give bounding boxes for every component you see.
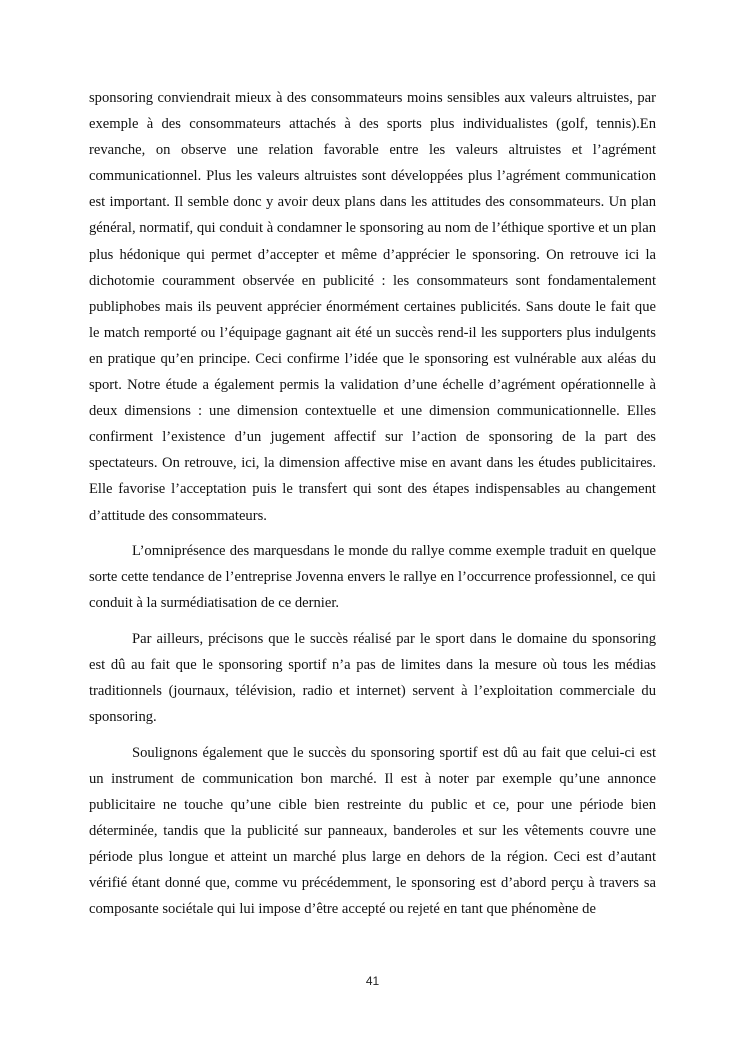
body-text [89, 85, 656, 922]
page-number: 41 [365, 974, 380, 988]
paragraph-media: Par ailleurs, précisons que le succès réalisé par le sport dans le domaine du sponsoring est dû au fait que le sponsoring sportif n’a pas de limites dans la mesure où tous les médias traditionnels (journaux, télévision, radio et internet) servent à l’exploitation commerciale du sponsoring. [89, 630, 656, 726]
paragraph-continuation: sponsoring conviendrait mieux à des consommateurs moins sensibles aux valeurs altruistes, par exemple à des consommateurs attachés à des sports plus individualistes (golf, tennis).En revanche, on observe une relation favorable entre les valeurs altruistes et l’agrément communicationnel. Plus les valeurs altruistes sont développées plus l’agrément communication est important. Il semble donc y avoir deux plans dans les attitudes des consommateurs. Un plan général, normatif, qui conduit à condamner le sponsoring au nom de l’éthique sportive et un plan plus hédonique qui permet d’accepter et même d’apprécier le sponsoring. On retrouve ici la dichotomie couramment observée en publicité : les consommateurs sont fondamentalement publiphobes mais ils peuvent apprécier énormément certaines publicités. Sans doute le fait que le match remporté ou l’équipage gagnant ait été un succès rend-il les supporters plus indulgents en pratique qu’en principe. Ceci confirme l’idée que le sponsoring est vulnérable aux aléas du sport. Notre étude a également permis la validation d’une échelle d’agrément opérationnelle à deux dimensions : une dimension contextuelle et une dimension communicationnelle. Elles confirment l’existence d’un jugement affectif sur l’action de sponsoring de la part des spectateurs. On retrouve, ici, la dimension affective mise en avant dans les études publicitaires. Elle favorise l’acceptation puis le transfert qui sont des étapes indispensables au changement d’attitude des consommateurs. [89, 90, 656, 524]
paragraph-rallye: L’omniprésence des marquesdans le monde du rallye comme exemple traduit en quelque sorte cette tendance de l’entreprise Jovenna envers le rallye en l’occurrence professionnel, ce qui conduit à la surmédiatisation de ce dernier. [89, 543, 656, 612]
paragraph-cost: Soulignons également que le succès du sponsoring sportif est dû au fait que celui-ci est un instrument de communication bon marché. Il est à noter par exemple qu’une annonce publicitaire ne touche qu’une cible bien restreinte du public et ce, pour une période bien déterminée, tandis que la publicité sur panneaux, banderoles et sur les vêtements couvre une période plus longue et atteint un marché plus large en dehors de la région. Ceci est d’autant vérifié étant donné que, comme vu précédemment, le sponsoring est d’abord perçu à travers sa composante sociétale qui lui impose d’être accepté ou rejeté en tant que phénomène de [89, 744, 656, 918]
